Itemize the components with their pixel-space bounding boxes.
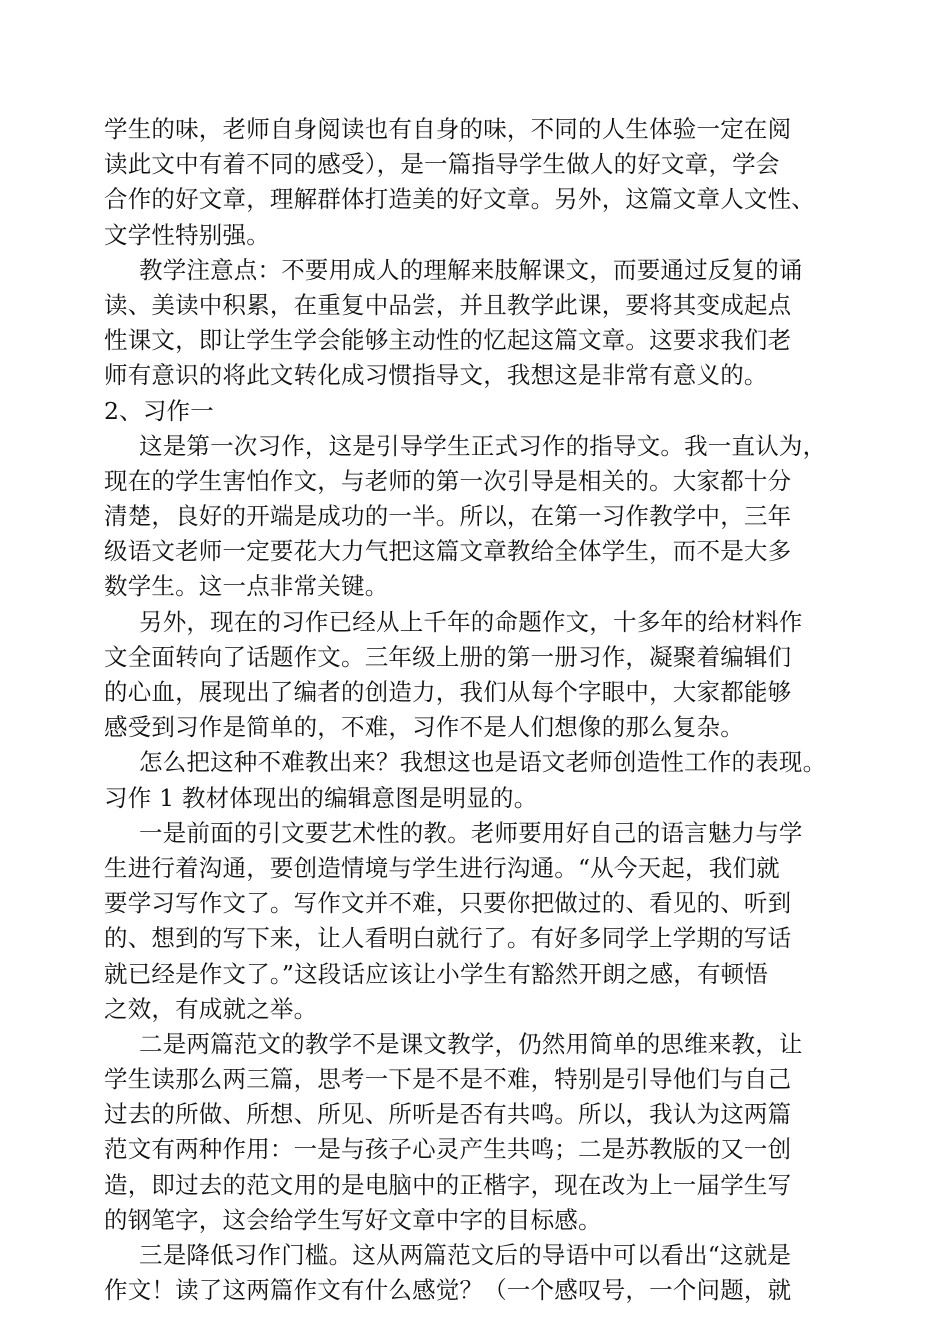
text-line: 级语文老师一定要花大力气把这篇文章教给全体学生，而不是大多 [104, 537, 792, 566]
text-line: 感受到习作是简单的，不难，习作不是人们想像的那么复杂。 [104, 713, 744, 742]
text-line: 的心血，展现出了编者的创造力，我们从每个字眼中，大家都能够 [104, 678, 792, 706]
text-line: 造，即过去的范文用的是电脑中的正楷字，现在改为上一届学生写 [104, 1170, 792, 1199]
text-line: 现在的学生害怕作文，与老师的第一次引导是相关的。大家都十分 [104, 466, 792, 495]
document-body [104, 112, 864, 1308]
text-line: 清楚，良好的开端是成功的一半。所以，在第一习作教学中，三年 [104, 502, 792, 531]
text-line: 文全面转向了话题作文。三年级上册的第一册习作，凝聚着编辑们 [104, 642, 792, 671]
text-line: 的、想到的写下来，让人看明白就行了。有好多同学上学期的写话 [104, 924, 792, 953]
text-line: 数学生。这一点非常关键。 [104, 572, 389, 601]
text-line: 2、习作一 [104, 396, 214, 425]
text-line: 读、美读中积累，在重复中品尝，并且教学此课，要将其变成起点 [104, 290, 792, 319]
text-line: 二是两篇范文的教学不是课文教学，仍然用简单的思维来教，让 [139, 1029, 803, 1058]
text-line: 文学性特别强。 [104, 220, 270, 249]
text-line: 师有意识的将此文转化成习惯指导文，我想这是非常有意义的。 [104, 361, 768, 390]
text-line: 作文！读了这两篇作文有什么感觉？（一个感叹号，一个问题，就 [104, 1276, 792, 1305]
text-line: 学生读那么两三篇，思考一下是不是不难，特别是引导他们与自己 [104, 1065, 792, 1094]
text-line: 要学习写作文了。写作文并不难，只要你把做过的、看见的、听到 [104, 889, 792, 918]
text-line: 这是第一次习作，这是引导学生正式习作的指导文。我一直认为， [139, 431, 827, 460]
text-line: 过去的所做、所想、所见、所听是否有共鸣。所以，我认为这两篇 [104, 1100, 792, 1129]
text-line: 另外，现在的习作已经从上千年的命题作文，十多年的给材料作 [139, 607, 803, 636]
text-line: 学生的味，老师自身阅读也有自身的味，不同的人生体验一定在阅 [104, 115, 792, 143]
text-line: 合作的好文章，理解群体打造美的好文章。另外，这篇文章人文性、 [104, 185, 815, 214]
text-line: 的钢笔字，这会给学生写好文章中字的目标感。 [104, 1205, 602, 1234]
text-line: 之效，有成就之举。 [104, 994, 318, 1023]
text-line: 就已经是作文了。”这段话应该让小学生有豁然开朗之感，有顿悟 [104, 959, 769, 988]
text-line: 生进行着沟通，要创造情境与学生进行沟通。“从今天起，我们就 [104, 853, 780, 882]
text-line: 一是前面的引文要艺术性的教。老师要用好自己的语言魅力与学 [139, 818, 803, 847]
text-line: 教学注意点：不要用成人的理解来肢解课文，而要通过反复的诵 [139, 255, 803, 284]
text-line: 性课文，即让学生学会能够主动性的忆起这篇文章。这要求我们老 [104, 326, 792, 355]
text-line: 读此文中有着不同的感受），是一篇指导学生做人的好文章，学会 [104, 150, 780, 179]
text-line: 习作 1 教材体现出的编辑意图是明显的。 [104, 783, 538, 812]
text-line: 三是降低习作门槛。这从两篇范文后的导语中可以看出“这就是 [139, 1241, 792, 1269]
text-line: 范文有两种作用：一是与孩子心灵产生共鸣；二是苏教版的又一创 [104, 1135, 792, 1164]
text-line: 怎么把这种不难教出来？我想这也是语文老师创造性工作的表现。 [139, 748, 827, 777]
